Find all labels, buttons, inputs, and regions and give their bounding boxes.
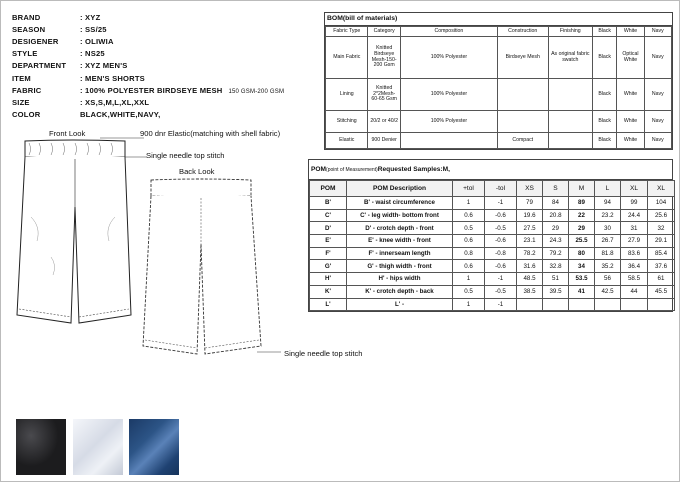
pom-table bbox=[308, 159, 673, 312]
spec-value bbox=[80, 110, 160, 119]
spec-key: ITEM bbox=[12, 73, 31, 83]
pom-cell: 0.6 bbox=[453, 235, 485, 248]
pom-row bbox=[310, 209, 675, 222]
spec-value bbox=[80, 86, 284, 95]
swatch-black bbox=[16, 419, 66, 475]
pom-cell: -0.6 bbox=[485, 209, 517, 222]
pom-cell: 0.8 bbox=[453, 247, 485, 260]
pom-cell bbox=[543, 298, 569, 311]
pom-cell: G' bbox=[310, 260, 347, 273]
spec-key: DEPARTMENT bbox=[12, 61, 67, 71]
spec-value bbox=[80, 25, 107, 34]
pom-cell: 37.6 bbox=[648, 260, 675, 273]
bom-cell: Black bbox=[593, 79, 617, 111]
pom-cell: 32 bbox=[648, 222, 675, 235]
pom-row bbox=[310, 260, 675, 273]
pom-cell: 34 bbox=[569, 260, 595, 273]
pom-cell: E' - knee width - front bbox=[347, 235, 453, 248]
spec-value-text: : NS25 bbox=[80, 49, 105, 59]
bom-header-cell: Composition bbox=[400, 27, 497, 37]
pom-cell: 80 bbox=[569, 247, 595, 260]
pom-header-cell: M bbox=[569, 181, 595, 197]
bom-header-cell: Black bbox=[593, 27, 617, 37]
pom-cell: L' bbox=[310, 298, 347, 311]
pom-cell: -1 bbox=[485, 298, 517, 311]
pom-cell: 81.8 bbox=[595, 247, 621, 260]
pom-cell: 78.2 bbox=[517, 247, 543, 260]
pom-cell: 99 bbox=[621, 197, 648, 210]
pom-cell: 36.4 bbox=[621, 260, 648, 273]
pom-cell: -0.5 bbox=[485, 285, 517, 298]
pom-cell: 104 bbox=[648, 197, 675, 210]
pom-title-small: (point of Measurement) bbox=[326, 166, 378, 173]
elastic-callout: 900 dnr Elastic(matching with shell fabric) bbox=[140, 129, 281, 138]
pom-cell: 22 bbox=[569, 209, 595, 222]
spec-row bbox=[12, 72, 332, 84]
pom-row bbox=[310, 285, 675, 298]
pom-cell: 56 bbox=[595, 273, 621, 286]
pom-cell: F' - innerseam length bbox=[347, 247, 453, 260]
bom-cell: 20/2 or 40/2 bbox=[368, 111, 400, 133]
pom-cell: B' - waist circumference bbox=[347, 197, 453, 210]
pom-cell: 31.6 bbox=[517, 260, 543, 273]
pom-cell: 27.9 bbox=[621, 235, 648, 248]
pom-cell: 29 bbox=[569, 222, 595, 235]
spec-value bbox=[80, 74, 145, 83]
spec-row bbox=[12, 11, 332, 23]
back-shorts-sketch bbox=[139, 176, 289, 366]
bom-cell: Optical White bbox=[617, 37, 644, 79]
pom-cell: 19.6 bbox=[517, 209, 543, 222]
bom-cell: Elastic bbox=[326, 133, 368, 149]
pom-row bbox=[310, 298, 675, 311]
pom-cell: 23.1 bbox=[517, 235, 543, 248]
pom-cell: 26.7 bbox=[595, 235, 621, 248]
spec-value-text: : XS,S,M,L,XL,XXL bbox=[80, 97, 150, 107]
bom-row bbox=[326, 133, 672, 149]
pom-cell bbox=[595, 298, 621, 311]
spec-value-text: : XYZ bbox=[80, 12, 101, 22]
pom-header-cell: XS bbox=[517, 181, 543, 197]
bom-cell bbox=[497, 79, 548, 111]
spec-value bbox=[80, 37, 114, 46]
pom-cell: 42.5 bbox=[595, 285, 621, 298]
pom-cell: 79 bbox=[517, 197, 543, 210]
pom-cell: 1 bbox=[453, 197, 485, 210]
bom-cell bbox=[400, 133, 497, 149]
spec-key: BRAND bbox=[12, 12, 41, 22]
bom-header-cell: Fabric Type bbox=[326, 27, 368, 37]
spec-key: SEASON bbox=[12, 24, 46, 34]
pom-cell: G' - thigh width - front bbox=[347, 260, 453, 273]
pom-cell: 0.5 bbox=[453, 222, 485, 235]
pom-cell: E' bbox=[310, 235, 347, 248]
bom-cell: Knitted Birdseye Mesh-150-200 Gsm bbox=[368, 37, 400, 79]
pom-cell: 35.2 bbox=[595, 260, 621, 273]
pom-title-rest: Requested Samples:M, bbox=[377, 166, 450, 173]
pom-header-cell: S bbox=[543, 181, 569, 197]
pom-cell: H' - hips width bbox=[347, 273, 453, 286]
bom-header-cell: Category bbox=[368, 27, 400, 37]
pom-cell: -0.6 bbox=[485, 235, 517, 248]
spec-key: SIZE bbox=[12, 97, 30, 107]
bom-table bbox=[324, 12, 673, 150]
spec-value-text: : 100% POLYESTER BIRDSEYE MESH bbox=[80, 85, 223, 95]
pom-cell: 24.4 bbox=[621, 209, 648, 222]
bom-cell: 100% Polyester bbox=[400, 79, 497, 111]
bom-cell bbox=[548, 79, 593, 111]
bom-header-cell: Construction bbox=[497, 27, 548, 37]
pom-cell bbox=[621, 298, 648, 311]
pom-header-row bbox=[310, 181, 675, 197]
pom-cell: 39.5 bbox=[543, 285, 569, 298]
pom-cell: 23.2 bbox=[595, 209, 621, 222]
spec-value-text: BLACK,WHITE,NAVY, bbox=[80, 110, 161, 120]
bom-header-cell: Navy bbox=[644, 27, 671, 37]
bom-row bbox=[326, 111, 672, 133]
swatch-white bbox=[73, 419, 123, 475]
pom-cell: 89 bbox=[569, 197, 595, 210]
spec-value-text: : XYZ MEN'S bbox=[80, 61, 128, 71]
pom-cell: 41 bbox=[569, 285, 595, 298]
pom-cell: 31 bbox=[621, 222, 648, 235]
front-look-label: Front Look bbox=[49, 129, 86, 138]
bom-cell: Navy bbox=[644, 111, 671, 133]
bom-cell: Birdseye Mesh bbox=[497, 37, 548, 79]
pom-cell: H' bbox=[310, 273, 347, 286]
pom-cell: 25.5 bbox=[569, 235, 595, 248]
spec-key: FABRIC bbox=[12, 85, 42, 95]
pom-cell: 1 bbox=[453, 273, 485, 286]
bom-cell: Main Fabric bbox=[326, 37, 368, 79]
bom-cell: 900 Denier bbox=[368, 133, 400, 149]
pom-cell: C' bbox=[310, 209, 347, 222]
spec-row bbox=[12, 23, 332, 35]
pom-cell: 20.8 bbox=[543, 209, 569, 222]
bom-cell: Stitching bbox=[326, 111, 368, 133]
top-stitch-front-callout: Single needle top stitch bbox=[146, 151, 225, 160]
pom-cell: 0.6 bbox=[453, 209, 485, 222]
bom-cell bbox=[497, 111, 548, 133]
bom-cell: Navy bbox=[644, 37, 671, 79]
spec-value-text: : OLIWIA bbox=[80, 36, 114, 46]
pom-cell: 38.5 bbox=[517, 285, 543, 298]
back-look-label: Back Look bbox=[179, 167, 215, 176]
bom-cell: Black bbox=[593, 111, 617, 133]
pom-header-cell: XL bbox=[648, 181, 675, 197]
pom-cell: -0.6 bbox=[485, 260, 517, 273]
pom-header-cell: XL bbox=[621, 181, 648, 197]
bom-title: BOM(bill of materials) bbox=[325, 13, 672, 26]
spec-row bbox=[12, 60, 332, 72]
bom-row bbox=[326, 79, 672, 111]
pom-cell: 84 bbox=[543, 197, 569, 210]
spec-row bbox=[12, 109, 332, 121]
spec-value bbox=[80, 49, 105, 58]
spec-row bbox=[12, 48, 332, 60]
pom-cell: 0.5 bbox=[453, 285, 485, 298]
pom-cell: -1 bbox=[485, 197, 517, 210]
pom-cell: -0.8 bbox=[485, 247, 517, 260]
pom-row bbox=[310, 197, 675, 210]
pom-cell: D' - crotch depth - front bbox=[347, 222, 453, 235]
pom-cell bbox=[569, 298, 595, 311]
pom-cell: C' - leg width- bottom front bbox=[347, 209, 453, 222]
spec-row bbox=[12, 84, 332, 96]
bom-cell: Black bbox=[593, 37, 617, 79]
bom-cell: Navy bbox=[644, 79, 671, 111]
pom-row bbox=[310, 247, 675, 260]
pom-cell: K' bbox=[310, 285, 347, 298]
spec-value bbox=[80, 61, 127, 70]
bom-header-row bbox=[326, 27, 672, 37]
pom-cell: B' bbox=[310, 197, 347, 210]
pom-cell: D' bbox=[310, 222, 347, 235]
pom-cell: K' - crotch depth - back bbox=[347, 285, 453, 298]
pom-cell bbox=[648, 298, 675, 311]
pom-header-cell: -tol bbox=[485, 181, 517, 197]
pom-cell: -1 bbox=[485, 273, 517, 286]
pom-cell: 61 bbox=[648, 273, 675, 286]
pom-row bbox=[310, 273, 675, 286]
spec-value bbox=[80, 13, 100, 22]
bom-row bbox=[326, 37, 672, 79]
pom-cell: 24.3 bbox=[543, 235, 569, 248]
pom-cell: 94 bbox=[595, 197, 621, 210]
spec-key: STYLE bbox=[12, 49, 38, 59]
spec-value-extra: 150 GSM-200 GSM bbox=[228, 88, 285, 95]
spec-value-text: : SS/25 bbox=[80, 24, 107, 34]
pom-row bbox=[310, 222, 675, 235]
pom-cell: 53.5 bbox=[569, 273, 595, 286]
pom-cell: 27.5 bbox=[517, 222, 543, 235]
pom-header-cell: L bbox=[595, 181, 621, 197]
spec-key: DESIGENER bbox=[12, 36, 59, 46]
spec-block bbox=[12, 11, 332, 121]
bom-cell: Black bbox=[593, 133, 617, 149]
bom-cell: Navy bbox=[644, 133, 671, 149]
pom-cell: 44 bbox=[621, 285, 648, 298]
bom-cell bbox=[548, 133, 593, 149]
pom-cell: -0.5 bbox=[485, 222, 517, 235]
pom-header-cell: POM bbox=[310, 181, 347, 197]
bom-cell: As original fabric swatch bbox=[548, 37, 593, 79]
pom-title-main: POM bbox=[311, 166, 327, 173]
pom-cell: 51 bbox=[543, 273, 569, 286]
top-stitch-back-callout: Single needle top stitch bbox=[284, 349, 363, 358]
pom-cell: 79.2 bbox=[543, 247, 569, 260]
bom-header-cell: Finishing bbox=[548, 27, 593, 37]
pom-cell: 29.1 bbox=[648, 235, 675, 248]
pom-header-cell: POM Description bbox=[347, 181, 453, 197]
pom-cell: 85.4 bbox=[648, 247, 675, 260]
pom-cell: 58.5 bbox=[621, 273, 648, 286]
bom-cell: White bbox=[617, 79, 644, 111]
pom-cell: 48.5 bbox=[517, 273, 543, 286]
pom-cell: 0.6 bbox=[453, 260, 485, 273]
pom-cell: 30 bbox=[595, 222, 621, 235]
pom-header-cell: +tol bbox=[453, 181, 485, 197]
swatch-navy bbox=[129, 419, 179, 475]
pom-cell: L' - bbox=[347, 298, 453, 311]
pom-cell: 45.5 bbox=[648, 285, 675, 298]
pom-cell: 83.6 bbox=[621, 247, 648, 260]
bom-cell: 100% Polyester bbox=[400, 37, 497, 79]
pom-row bbox=[310, 235, 675, 248]
spec-key: COLOR bbox=[12, 110, 41, 120]
spec-value bbox=[80, 98, 149, 107]
bom-cell: 100% Polyester bbox=[400, 111, 497, 133]
pom-cell: 1 bbox=[453, 298, 485, 311]
spec-row bbox=[12, 96, 332, 108]
pom-cell: 32.8 bbox=[543, 260, 569, 273]
pom-cell: 29 bbox=[543, 222, 569, 235]
bom-cell bbox=[548, 111, 593, 133]
pom-cell bbox=[517, 298, 543, 311]
bom-cell: Lining bbox=[326, 79, 368, 111]
spec-row bbox=[12, 35, 332, 47]
pom-cell: F' bbox=[310, 247, 347, 260]
bom-cell: Knitted 2*2Mesh-60-65 Gsm bbox=[368, 79, 400, 111]
spec-value-text: : MEN'S SHORTS bbox=[80, 73, 145, 83]
bom-header-cell: White bbox=[617, 27, 644, 37]
bom-cell: White bbox=[617, 133, 644, 149]
bom-cell: White bbox=[617, 111, 644, 133]
bom-cell: Compact bbox=[497, 133, 548, 149]
pom-title bbox=[309, 160, 672, 180]
pom-cell: 25.6 bbox=[648, 209, 675, 222]
